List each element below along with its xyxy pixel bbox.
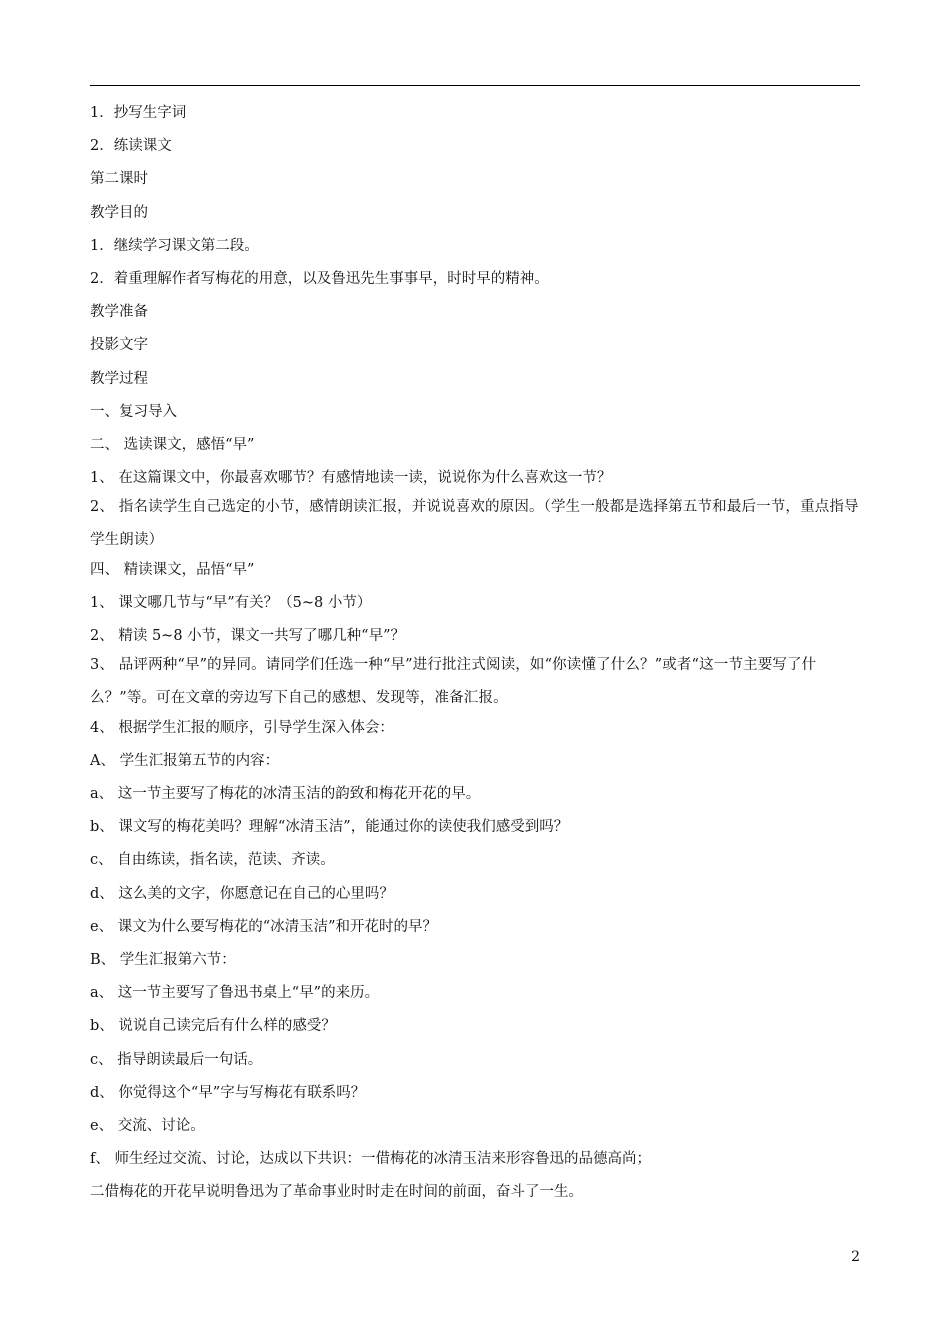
text-line: 一、复习导入 [90,403,177,420]
page-number: 2 [851,1249,860,1265]
text-line: c、 指导朗读最后一句话。 [90,1051,263,1068]
text-line: f、 师生经过交流、讨论，达成以下共识：一借梅花的冰清玉洁来形容鲁迅的品德高尚； [90,1151,651,1168]
text-line: d、 这么美的文字，你愿意记在自己的心里吗？ [90,885,394,902]
text-line: 1、 课文哪几节与“早”有关？（5~8 小节） [90,594,372,611]
text-line: b、 课文写的梅花美吗？理解“冰清玉洁”，能通过你的读使我们感受到吗？ [90,819,569,836]
text-line: e、 交流、讨论。 [90,1117,205,1134]
text-line: a、 这一节主要写了鲁迅书桌上“早”的来历。 [90,985,380,1002]
text-line: 2．着重理解作者写梅花的用意，以及鲁迅先生事事早，时时早的精神。 [90,270,549,287]
text-line: 1．继续学习课文第二段。 [90,237,259,254]
text-line: 教学目的 [90,204,148,221]
text-line: 2．练读课文 [90,138,172,155]
text-line: e、 课文为什么要写梅花的“冰清玉洁”和开花时的早？ [90,918,438,935]
text-line: a、 这一节主要写了梅花的冰清玉洁的韵致和梅花开花的早。 [90,786,481,802]
text-line: c、 自由练读，指名读，范读、齐读。 [90,852,335,869]
text-line: A、 学生汇报第五节的内容： [90,752,280,769]
text-line: 四、 精读课文，品悟“早” [90,561,255,578]
text-line: 2、 精读 5~8 小节，课文一共写了哪几种“早”？ [90,628,405,645]
text-line: 4、 根据学生汇报的顺序，引导学生深入体会： [90,719,394,736]
text-line: B、 学生汇报第六节： [90,951,236,968]
text-line: 投影文字 [90,337,148,354]
text-line: 1、 在这篇课文中，你最喜欢哪节？有感情地读一读，说说你为什么喜欢这一节？ [90,470,612,487]
text-line: 1．抄写生字词 [90,105,187,121]
text-line: 第二课时 [90,171,148,188]
text-line: 二借梅花的开花早说明鲁迅为了革命事业时时走在时间的前面，奋斗了一生。 [90,1184,583,1201]
document-body [90,97,862,1209]
text-line: 教学过程 [90,370,148,387]
text-line: 二、 选读课文，感悟“早” [90,436,255,453]
paragraph: 3、 品评两种“早”的异同。请同学们任选一种“早”进行批注式阅读，如“你读懂了什么？”或者“这一节主要写了什么？”等。可在文章的旁边写下自己的感想、发现等，准备汇报。 [90,657,817,707]
paragraph: 2、 指名读学生自己选定的小节，感情朗读汇报，并说说喜欢的原因。（学生一般都是选择第五节和最后一节，重点指导学生朗读） [90,499,859,549]
text-line: b、 说说自己读完后有什么样的感受？ [90,1018,336,1035]
text-line: d、 你觉得这个“早”字与写梅花有联系吗？ [90,1084,366,1101]
text-line: 教学准备 [90,304,148,321]
header-rule [90,85,860,86]
